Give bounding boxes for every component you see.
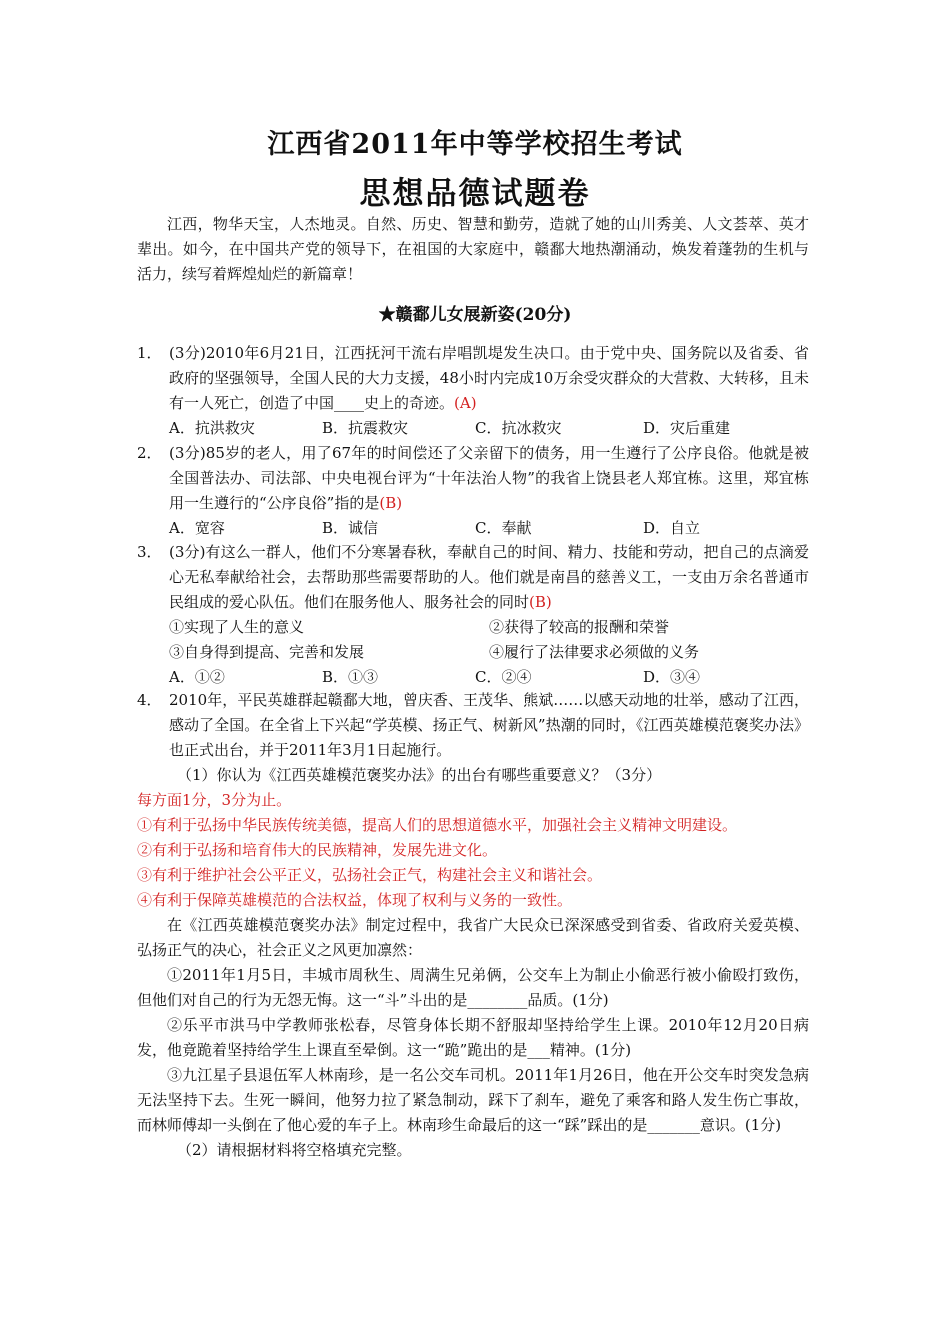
statement-2: ②获得了较高的报酬和荣誉 bbox=[489, 618, 670, 636]
statement-1: ①实现了人生的意义 bbox=[169, 618, 305, 636]
statement-row bbox=[137, 640, 809, 665]
option-a: A．宽容 bbox=[169, 519, 225, 537]
question-4 bbox=[137, 688, 809, 1163]
option-d: D．灾后重建 bbox=[643, 419, 731, 437]
option-a: A．①② bbox=[169, 668, 225, 686]
options-row bbox=[137, 516, 809, 541]
sub-question-1: （1）你认为《江西英雄模范褒奖办法》的出台有哪些重要意义？（3分） bbox=[177, 766, 662, 784]
section-title: ★赣鄱儿女展新姿(20分) bbox=[378, 305, 572, 325]
intro-paragraph: 江西，物华天宝，人杰地灵。自然、历史、智慧和勤劳，造就了她的山川秀美、人文荟萃、英才辈出。如今，在中国共产党的领导下，在祖国的大家庭中，赣鄱大地热潮涌动，焕发着蓬勃的生机与活力，续写着辉煌灿烂的新篇章！ bbox=[137, 215, 809, 283]
question-text: (3分)2010年6月21日，江西抚河干流右岸唱凯堤发生决口。由于党中央、国务院以及省委、省政府的坚强领导，全国人民的大力支援，48小时内完成10万余受灾群众的大营救、大转移，且未有一人死亡，创造了中国____史上的奇迹。 bbox=[169, 344, 809, 412]
option-b: B．诚信 bbox=[322, 519, 379, 537]
options-row bbox=[137, 665, 809, 690]
answer-mark: (B) bbox=[529, 593, 552, 611]
case-3: ③九江星子县退伍军人林南珍，是一名公交车司机。2011年1月26日，他在开公交车时突发急病无法坚持下去。生死一瞬间，他努力拉了紧急制动，踩下了刹车，避免了乘客和路人发生伤亡事故，而林师傅却一头倒在了他心爱的车子上。林南珍生命最后的这一“踩”踩出的是_______意识。(1分) bbox=[137, 1066, 809, 1134]
question-3 bbox=[137, 540, 809, 690]
question-text: (3分)85岁的老人，用了67年的时间偿还了父亲留下的债务，用一生遵行了公序良俗。他就是被全国普法办、司法部、中央电视台评为“十年法治人物”的我省上饶县老人郑宜栋。这里，郑宜栋用一生遵行的“公序良俗”指的是 bbox=[169, 444, 809, 512]
answer-line-0: 每方面1分，3分为止。 bbox=[137, 791, 292, 809]
question-text: 2010年，平民英雄群起赣鄱大地，曾庆香、王茂华、熊斌……以感天动地的壮举，感动了江西，感动了全国。在全省上下兴起“学英模、扬正气、树新风”热潮的同时，《江西英雄模范褒奖办法》也正式出台，并于2011年3月1日起施行。 bbox=[169, 691, 809, 759]
answer-mark: (A) bbox=[454, 394, 477, 412]
question-number: 3． bbox=[137, 543, 162, 561]
answer-line-3: ③有利于维护社会公平正义，弘扬社会正气，构建社会主义和谐社会。 bbox=[137, 866, 603, 884]
case-2: ②乐平市洪马中学教师张松春，尽管身体长期不舒服却坚持给学生上课。2010年12月20日病发，他竟跪着坚持给学生上课直至晕倒。这一“跪”跪出的是___精神。(1分) bbox=[137, 1016, 809, 1059]
question-text: (3分)有这么一群人，他们不分寒暑春秋，奉献自己的时间、精力、技能和劳动，把自己的点滴爱心无私奉献给社会，去帮助那些需要帮助的人。他们就是南昌的慈善义工，一支由万余名普通市民组成的爱心队伍。他们在服务他人、服务社会的同时 bbox=[169, 543, 809, 611]
option-c: C．奉献 bbox=[475, 519, 532, 537]
option-a: A．抗洪救灾 bbox=[169, 419, 255, 437]
answer-mark: (B) bbox=[379, 494, 403, 512]
option-c: C．抗冰救灾 bbox=[475, 419, 562, 437]
answer-line-2: ②有利于弘扬和培育伟大的民族精神，发展先进文化。 bbox=[137, 841, 498, 859]
statement-row bbox=[137, 615, 809, 640]
sub-question-2: （2）请根据材料将空格填充完整。 bbox=[177, 1141, 412, 1159]
question-number: 4． bbox=[137, 691, 162, 709]
question-number: 2． bbox=[137, 444, 162, 462]
statement-3: ③自身得到提高、完善和发展 bbox=[169, 643, 365, 661]
option-d: D．自立 bbox=[643, 519, 701, 537]
case-1: ①2011年1月5日，丰城市周秋生、周满生兄弟俩，公交车上为制止小偷恶行被小偷殴打致伤，但他们对自己的行为无怨无悔。这一“斗”斗出的是________品质。(1分) bbox=[137, 966, 809, 1009]
option-d: D．③④ bbox=[643, 668, 701, 686]
material-paragraph: 在《江西英雄模范褒奖办法》制定过程中，我省广大民众已深深感受到省委、省政府关爱英模、弘扬正气的决心，社会正义之风更加凛然： bbox=[137, 916, 809, 959]
option-c: C．②④ bbox=[475, 668, 532, 686]
answer-line-4: ④有利于保障英雄模范的合法权益，体现了权利与义务的一致性。 bbox=[137, 891, 573, 909]
options-row bbox=[137, 416, 809, 441]
answer-line-1: ①有利于弘扬中华民族传统美德，提高人们的思想道德水平，加强社会主义精神文明建设。 bbox=[137, 816, 738, 834]
question-1 bbox=[137, 341, 809, 441]
option-b: B．抗震救灾 bbox=[322, 419, 409, 437]
question-2 bbox=[137, 441, 809, 541]
option-b: B．①③ bbox=[322, 668, 379, 686]
statement-4: ④履行了法律要求必须做的义务 bbox=[489, 643, 700, 661]
exam-title: 江西省2011年中等学校招生考试 bbox=[267, 129, 683, 160]
exam-subtitle: 思想品德试题卷 bbox=[359, 176, 591, 212]
question-number: 1． bbox=[137, 344, 162, 362]
